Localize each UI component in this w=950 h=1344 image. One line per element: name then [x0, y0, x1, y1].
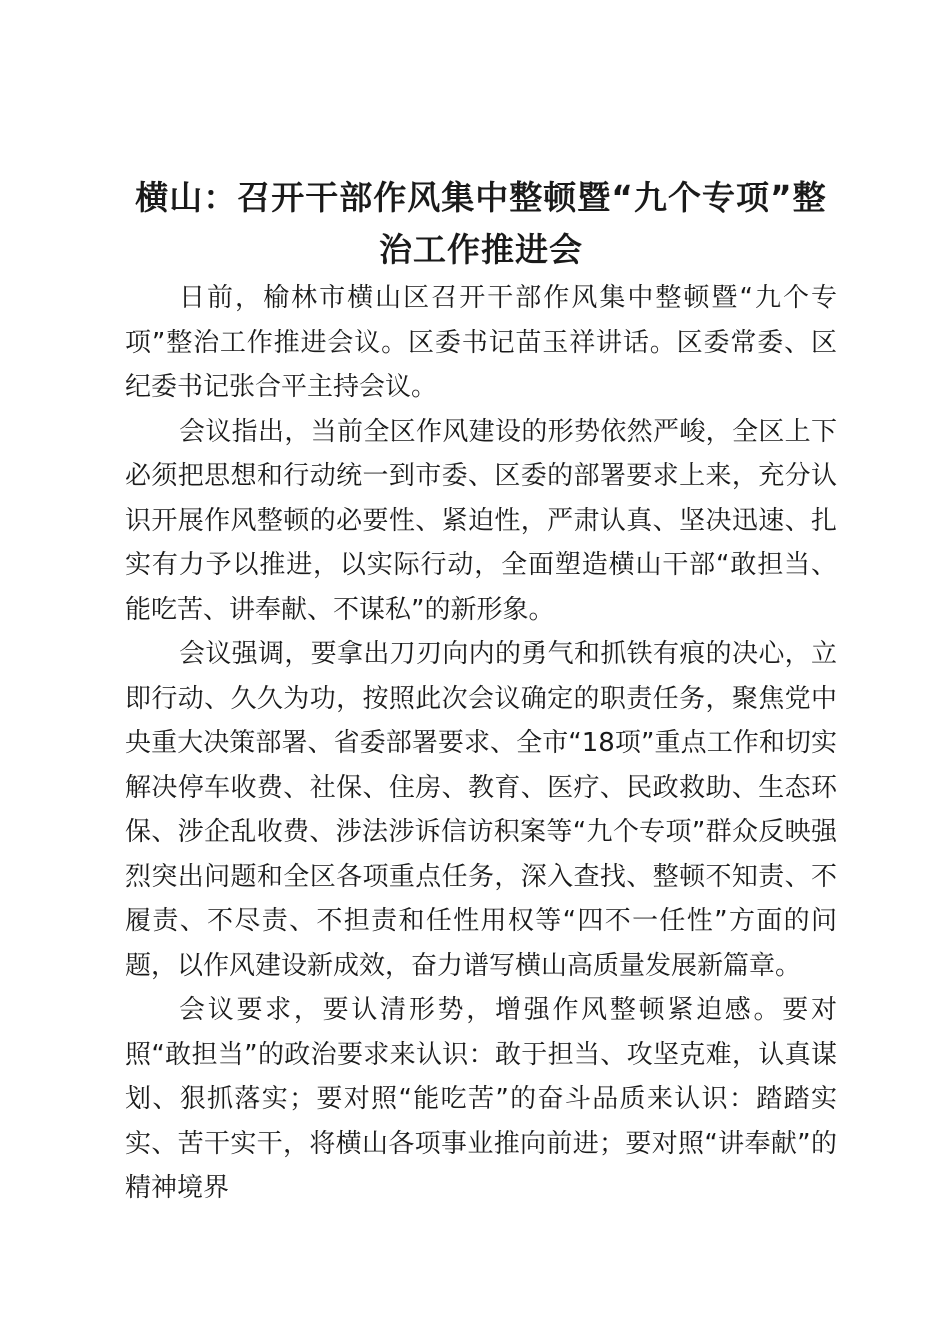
paragraph: 会议强调，要拿出刀刃向内的勇气和抓铁有痕的决心，立即行动、久久为功，按照此次会议确定的职责任务，聚焦党中央重大决策部署、省委部署要求、全市“18项”重点工作和切实解决停车收费、社保、住房、教育、医疗、民政救助、生态环保、涉企乱收费、涉法涉诉信访积案等“九个专项”群众反映强烈突出问题和全区各项重点任务，深入查找、整顿不知责、不履责、不尽责、不担责和任性用权等“四不一任性”方面的问题，以作风建设新成效，奋力谱写横山高质量发展新篇章。: [125, 639, 837, 981]
paragraph: 会议指出，当前全区作风建设的形势依然严峻，全区上下必须把思想和行动统一到市委、区委的部署要求上来，充分认识开展作风整顿的必要性、紧迫性，严肃认真、坚决迅速、扎实有力予以推进，以实际行动，全面塑造横山干部“敢担当、能吃苦、讲奉献、不谋私”的新形象。: [125, 416, 837, 625]
paragraph: 日前，榆林市横山区召开干部作风集中整顿暨“九个专项”整治工作推进会议。区委书记苗玉祥讲话。区委常委、区纪委书记张合平主持会议。: [125, 283, 837, 402]
document-title: 横山：召开干部作风集中整顿暨“九个专项”整治工作推进会: [135, 178, 827, 269]
document-body: [125, 276, 837, 1211]
paragraph: 会议要求，要认清形势，增强作风整顿紧迫感。要对照“敢担当”的政治要求来认识：敢于担当、攻坚克难，认真谋划、狠抓落实；要对照“能吃苦”的奋斗品质来认识：踏踏实实、苦干实干，将横山各项事业推向前进；要对照“讲奉献”的精神境界: [125, 995, 837, 1203]
